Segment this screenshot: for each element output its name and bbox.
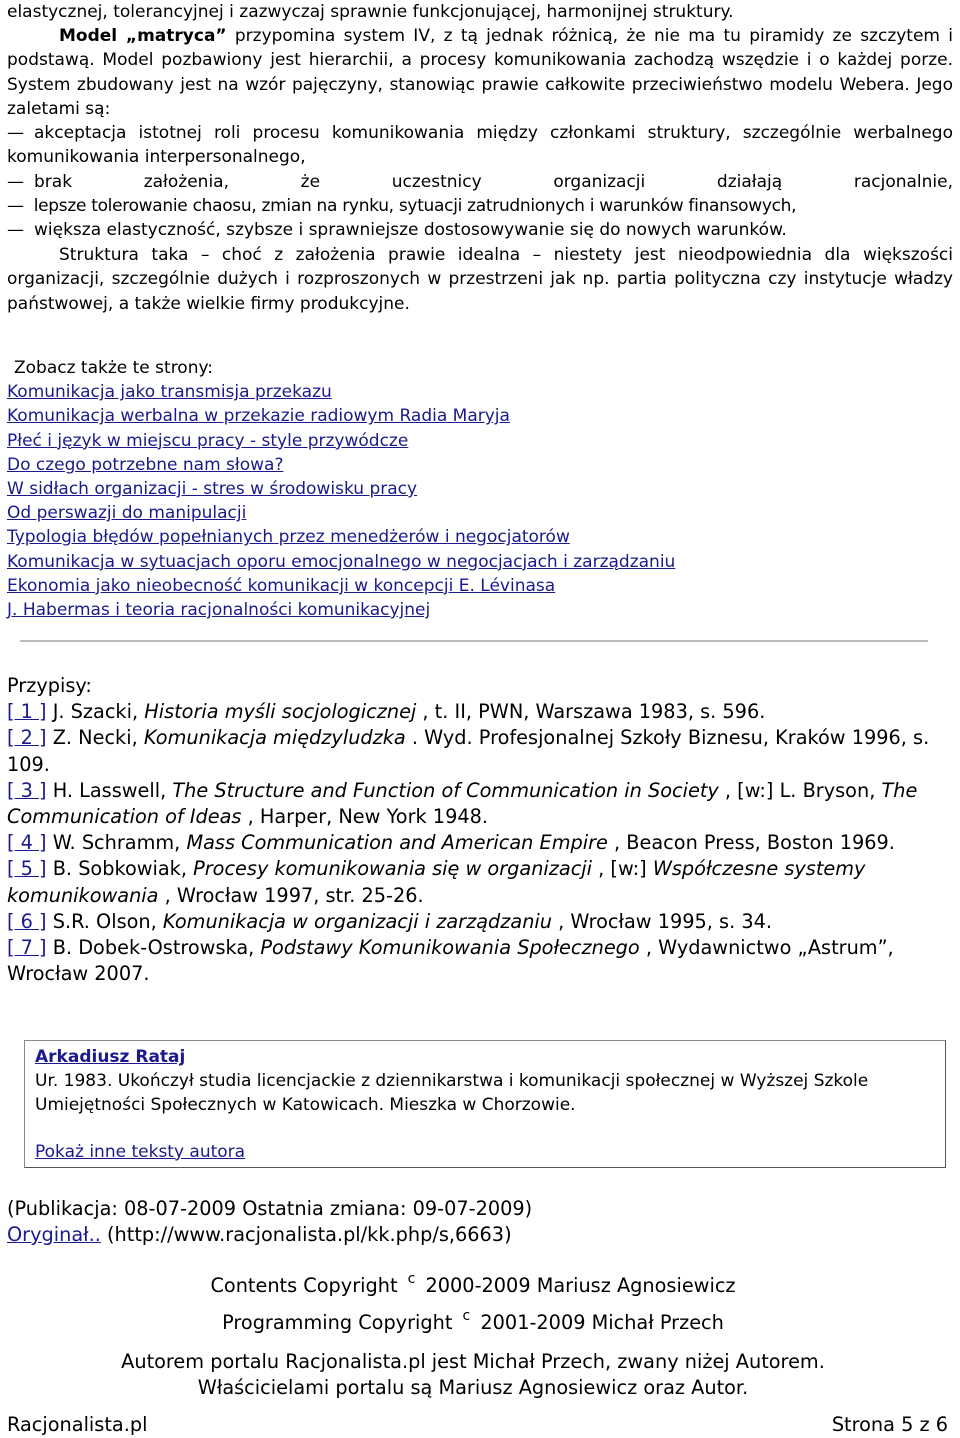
ownership-notice: [0, 1349, 946, 1401]
original-link[interactable]: Oryginał..: [7, 1223, 101, 1246]
footnote-ref[interactable]: [ 4 ]: [7, 831, 47, 855]
publication-dates: (Publikacja: 08-07-2009 Ostatnia zmiana: 09-07-2009): [7, 1197, 533, 1220]
footnote-ref[interactable]: [ 5 ]: [7, 857, 47, 881]
advantage-item: — akceptacja istotnej roli procesu komunikowania między członkami struktury, szczególnie werbalnego komunikowania interpersonalnego,: [7, 121, 953, 170]
advantage-item: — brak założenia, że uczestnicy organizacji działają racjonalnie,: [7, 170, 953, 194]
author-more-link[interactable]: Pokaż inne teksty autora: [35, 1141, 246, 1162]
see-also-heading: Zobacz także te strony:: [14, 358, 214, 378]
contents-copyright: Contents Copyright c 2000-2009 Mariusz Agnosiewicz: [0, 1264, 946, 1301]
see-also-link[interactable]: Komunikacja jako transmisja przekazu: [7, 382, 332, 403]
page-footer: [0, 1412, 948, 1438]
section-divider: [20, 640, 928, 642]
see-also-link[interactable]: Komunikacja werbalna w przekazie radiowym Radia Maryja: [7, 406, 510, 427]
footnote: [ 2 ] Z. Necki, Komunikacja międzyludzka . Wyd. Profesjonalnej Szkoły Biznesu, Kraków 1996, s. 109.: [7, 726, 930, 776]
see-also-link[interactable]: Od perswazji do manipulacji: [7, 503, 247, 524]
publication-info: [7, 1196, 532, 1248]
matrix-model-term: Model „matryca”: [59, 26, 227, 46]
see-also-link[interactable]: Płeć i język w miejscu pracy - style przywódcze: [7, 430, 409, 451]
ownership-line: Właścicielami portalu są Mariusz Agnosiewicz oraz Autor.: [197, 1376, 749, 1399]
footnote: [ 1 ] J. Szacki, Historia myśli socjologicznej , t. II, PWN, Warszawa 1983, s. 596.: [7, 700, 766, 724]
copyright-block: [0, 1264, 946, 1338]
paragraph-conclusion-text: Struktura taka – choć z założenia prawie idealna – niestety jest nieodpowiednia dla większości organizacji, szczególnie dużych i rozproszonych w przestrzeni jak np. partia polityczna czy instytucje władzy państwowej, a także wielkie firmy produkcyjne.: [7, 245, 953, 314]
paragraph-intro: [7, 0, 953, 24]
copyright-icon: c: [462, 1308, 471, 1324]
advantage-item: — lepsze tolerowanie chaosu, zmian na rynku, sytuacji zatrudnionych i warunków finansowych,: [7, 194, 953, 218]
paragraph-conclusion: [7, 243, 953, 316]
see-also-link[interactable]: J. Habermas i teoria racjonalności komunikacyjnej: [7, 600, 431, 621]
see-also-link[interactable]: Typologia błędów popełnianych przez menedżerów i negocjatorów: [7, 527, 570, 548]
see-also-link[interactable]: Do czego potrzebne nam słowa?: [7, 454, 284, 475]
matrix-model-text: przypomina system IV, z tą jednak różnicą, że nie ma tu piramidy ze szczytem i podstawą. Model pozbawiony jest hierarchii, a procesy komunikowania zachodzą wszędzie i o każdej porze. System zbudowany jest na wzór pajęczyny, stanowiąc prawie całkowite przeciwieństwo modelu Webera. Jego zaletami są:: [7, 26, 953, 119]
footnote-ref[interactable]: [ 7 ]: [7, 936, 47, 960]
author-bio: Ur. 1983. Ukończył studia licencjackie z dziennikarstwa i komunikacji społecznej w Wyższej Szkole Umiejętności Społecznych w Katowicach. Mieszka w Chorzowie.: [35, 1071, 869, 1116]
advantages-list: [7, 121, 953, 242]
advantage-item: — większa elastyczność, szybsze i sprawniejsze dostosowywanie się do nowych warunków.: [7, 218, 953, 242]
see-also-link[interactable]: Ekonomia jako nieobecność komunikacji w koncepcji E. Lévinasa: [7, 575, 556, 596]
author-box: [24, 1040, 946, 1168]
footnote: [ 6 ] S.R. Olson, Komunikacja w organizacji i zarządzaniu , Wrocław 1995, s. 34.: [7, 909, 772, 933]
footer-site: Racjonalista.pl: [7, 1413, 148, 1436]
footnote-ref[interactable]: [ 3 ]: [7, 778, 47, 802]
see-also-section: [7, 356, 675, 622]
footnote: [ 7 ] B. Dobek-Ostrowska, Podstawy Komunikowania Społecznego , Wydawnictwo „Astrum”, Wrocław 2007.: [7, 936, 894, 986]
see-also-link[interactable]: W sidłach organizacji - stres w środowisku pracy: [7, 479, 418, 500]
author-name-link[interactable]: Arkadiusz Rataj: [35, 1047, 186, 1067]
footnote-ref[interactable]: [ 2 ]: [7, 726, 47, 750]
footnote: [ 4 ] W. Schramm, Mass Communication and American Empire , Beacon Press, Boston 1969.: [7, 831, 895, 855]
copyright-icon: c: [407, 1271, 416, 1287]
original-url: (http://www.racjonalista.pl/kk.php/s,6663): [100, 1223, 512, 1246]
ownership-line: Autorem portalu Racjonalista.pl jest Michał Przech, zwany niżej Autorem.: [121, 1350, 825, 1373]
paragraph-intro-text: elastycznej, tolerancyjnej i zazwyczaj sprawnie funkcjonującej, harmonijnej struktury.: [7, 2, 734, 22]
footnote-ref[interactable]: [ 6 ]: [7, 909, 47, 933]
programming-copyright: Programming Copyright c 2001-2009 Michał Przech: [0, 1301, 946, 1338]
see-also-link[interactable]: Komunikacja w sytuacjach oporu emocjonalnego w negocjacjach i zarządzaniu: [7, 551, 676, 572]
footnote: [ 3 ] H. Lasswell, The Structure and Function of Communication in Society , [w:] L. Bryson, The Communication of Ideas , Harper, New York 1948.: [7, 778, 918, 829]
footnotes-section: [0, 673, 946, 987]
footnotes-heading: Przypisy:: [7, 674, 92, 697]
footer-page-number: Strona 5 z 6: [831, 1413, 948, 1436]
paragraph-matrix-model: [7, 24, 953, 121]
footnote-ref[interactable]: [ 1 ]: [7, 700, 47, 724]
footnote: [ 5 ] B. Sobkowiak, Procesy komunikowania się w organizacji , [w:] Współczesne systemy komunikowania , Wrocław 1997, str. 25-26.: [7, 857, 866, 907]
